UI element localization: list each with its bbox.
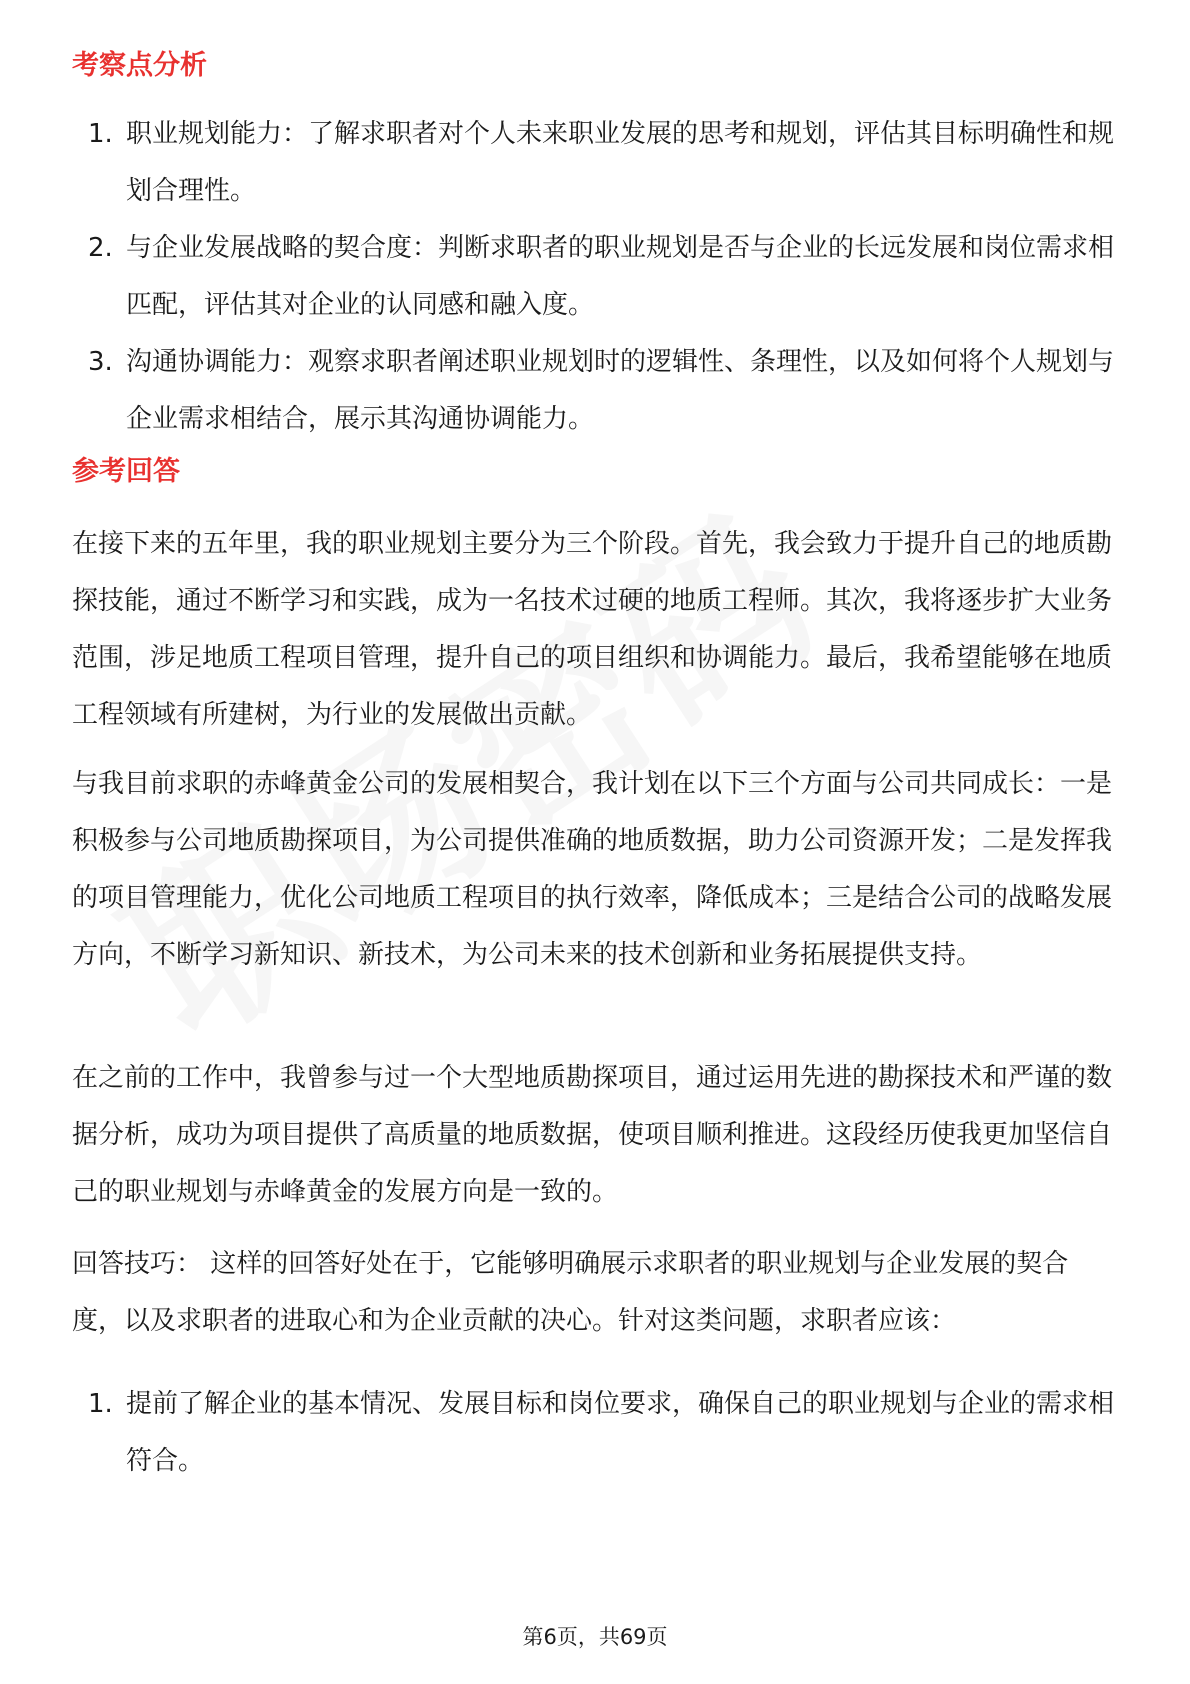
list-item <box>72 1376 1118 1490</box>
answer-heading: 参考回答 <box>72 456 180 487</box>
list-item <box>72 106 1118 220</box>
page-number: 第6页，共69页 <box>522 1625 668 1649</box>
list-item <box>72 220 1118 334</box>
answer-paragraph-3: 在之前的工作中，我曾参与过一个大型地质勘探项目，通过运用先进的勘探技术和严谨的数据分析，成功为项目提供了高质量的地质数据，使项目顺利推进。这段经历使我更加坚信自己的职业规划与赤峰黄金的发展方向是一致的。 <box>72 1063 1113 1207</box>
list-number: 1. <box>88 119 113 149</box>
list-item <box>72 334 1118 448</box>
list-number: 3. <box>88 347 113 377</box>
analysis-heading: 考察点分析 <box>72 50 207 81</box>
answer-paragraph-1: 在接下来的五年里，我的职业规划主要分为三个阶段。首先，我会致力于提升自己的地质勘探技能，通过不断学习和实践，成为一名技术过硬的地质工程师。其次，我将逐步扩大业务范围，涉足地质工程项目管理，提升自己的项目组织和协调能力。最后，我希望能够在地质工程领域有所建树，为行业的发展做出贡献。 <box>72 529 1113 730</box>
list-item-text: 沟通协调能力：观察求职者阐述职业规划时的逻辑性、条理性，以及如何将个人规划与企业需求相结合，展示其沟通协调能力。 <box>126 347 1115 434</box>
analysis-list <box>72 106 1118 448</box>
list-number: 2. <box>88 233 113 263</box>
list-item-text: 职业规划能力：了解求职者对个人未来职业发展的思考和规划，评估其目标明确性和规划合理性。 <box>126 119 1115 206</box>
answer-tips-paragraph: 回答技巧： 这样的回答好处在于，它能够明确展示求职者的职业规划与企业发展的契合度，以及求职者的进取心和为企业贡献的决心。针对这类问题，求职者应该： <box>72 1249 1069 1336</box>
list-item-text: 提前了解企业的基本情况、发展目标和岗位要求，确保自己的职业规划与企业的需求相符合。 <box>126 1389 1115 1476</box>
list-number: 1. <box>88 1389 113 1419</box>
tips-list <box>72 1376 1118 1490</box>
answer-paragraph-2: 与我目前求职的赤峰黄金公司的发展相契合，我计划在以下三个方面与公司共同成长：一是积极参与公司地质勘探项目，为公司提供准确的地质数据，助力公司资源开发；二是发挥我的项目管理能力，优化公司地质工程项目的执行效率，降低成本；三是结合公司的战略发展方向，不断学习新知识、新技术，为公司未来的技术创新和业务拓展提供支持。 <box>72 769 1113 970</box>
list-item-text: 与企业发展战略的契合度：判断求职者的职业规划是否与企业的长远发展和岗位需求相匹配，评估其对企业的认同感和融入度。 <box>126 233 1115 320</box>
